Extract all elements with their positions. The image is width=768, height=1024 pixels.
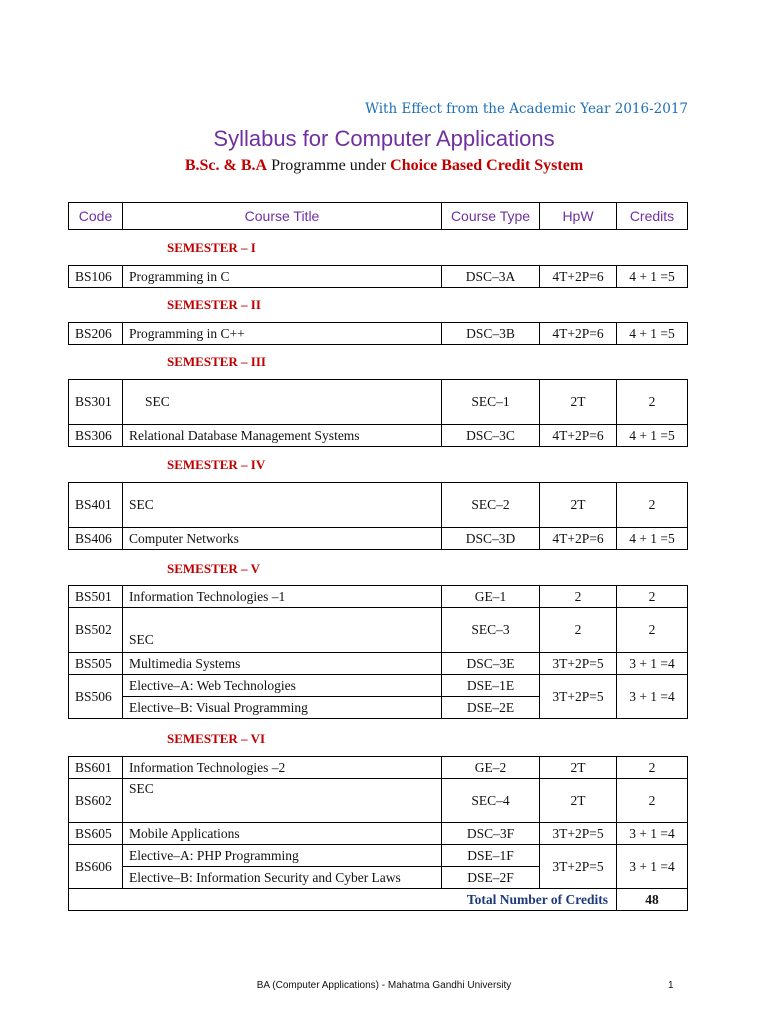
course-type: GE–2	[442, 757, 540, 779]
course-code: BS602	[69, 779, 123, 823]
course-code: BS605	[69, 823, 123, 845]
course-credits: 4 + 1 =5	[617, 425, 688, 447]
course-hpw: 2	[540, 586, 617, 608]
table-row	[69, 425, 688, 447]
course-credits: 3 + 1 =4	[617, 653, 688, 675]
course-title-elective-a: Elective–A: Web Technologies	[123, 675, 442, 697]
semester-heading-5: SEMESTER – V	[167, 561, 260, 576]
course-title: Computer Networks	[123, 528, 442, 550]
course-hpw: 3T+2P=5	[540, 845, 617, 889]
table-row	[69, 823, 688, 845]
course-type-elective-b: DSE–2E	[442, 697, 540, 719]
effective-year-note: With Effect from the Academic Year 2016-2017	[365, 101, 688, 117]
course-credits: 2	[617, 586, 688, 608]
course-type: DSC–3C	[442, 425, 540, 447]
course-code: BS301	[69, 380, 123, 425]
course-code: BS501	[69, 586, 123, 608]
semester-heading-2: SEMESTER – II	[167, 297, 261, 312]
course-title-elective-b: Elective–B: Information Security and Cyber Laws	[123, 867, 442, 889]
semester-5-table	[68, 585, 688, 719]
table-row	[69, 586, 688, 608]
table-row	[69, 483, 688, 528]
semester-1-table	[68, 265, 688, 288]
course-type: SEC–3	[442, 608, 540, 653]
course-hpw: 2T	[540, 779, 617, 823]
course-title: SEC	[123, 779, 442, 823]
page-subtitle	[0, 157, 768, 175]
course-code: BS502	[69, 608, 123, 653]
course-credits: 2	[617, 757, 688, 779]
course-hpw: 2T	[540, 483, 617, 528]
course-type: DSC–3E	[442, 653, 540, 675]
course-code: BS601	[69, 757, 123, 779]
course-hpw: 2T	[540, 757, 617, 779]
table-row	[69, 323, 688, 345]
course-hpw: 2	[540, 608, 617, 653]
course-code: BS506	[69, 675, 123, 719]
col-header-code: Code	[69, 203, 123, 230]
total-credits-label: Total Number of Credits	[69, 889, 617, 911]
course-title: Multimedia Systems	[123, 653, 442, 675]
semester-heading-3: SEMESTER – III	[167, 354, 266, 369]
course-credits: 2	[617, 483, 688, 528]
col-header-title: Course Title	[123, 203, 442, 230]
course-credits: 2	[617, 608, 688, 653]
course-type-elective-b: DSE–2F	[442, 867, 540, 889]
subtitle-connector: Programme under	[267, 157, 391, 174]
semester-6-table	[68, 756, 688, 911]
course-credits: 4 + 1 =5	[617, 266, 688, 288]
course-title: Information Technologies –2	[123, 757, 442, 779]
course-title: Relational Database Management Systems	[123, 425, 442, 447]
course-credits: 4 + 1 =5	[617, 528, 688, 550]
col-header-hpw: HpW	[540, 203, 617, 230]
col-header-credits: Credits	[617, 203, 688, 230]
course-credits: 2	[617, 380, 688, 425]
header-table	[68, 202, 688, 230]
subtitle-system: Choice Based Credit System	[390, 157, 584, 174]
table-row	[69, 608, 688, 653]
course-type: SEC–2	[442, 483, 540, 528]
course-type: DSC–3F	[442, 823, 540, 845]
course-title: SEC	[123, 483, 442, 528]
table-row	[69, 380, 688, 425]
course-hpw: 2T	[540, 380, 617, 425]
table-row	[69, 845, 688, 867]
course-credits: 3 + 1 =4	[617, 845, 688, 889]
semester-4-table	[68, 482, 688, 550]
course-type: DSC–3D	[442, 528, 540, 550]
subtitle-programme: B.Sc. & B.A	[184, 157, 268, 174]
col-header-type: Course Type	[442, 203, 540, 230]
semester-2-table	[68, 322, 688, 345]
course-title: Programming in C++	[123, 323, 442, 345]
course-code: BS406	[69, 528, 123, 550]
course-type-elective-a: DSE–1E	[442, 675, 540, 697]
page-footer: BA (Computer Applications) - Mahatma Gandhi University	[256, 980, 512, 991]
table-row	[69, 757, 688, 779]
course-type: SEC–1	[442, 380, 540, 425]
course-code: BS505	[69, 653, 123, 675]
course-type-elective-a: DSE–1F	[442, 845, 540, 867]
table-row	[69, 528, 688, 550]
course-code: BS401	[69, 483, 123, 528]
course-credits: 4 + 1 =5	[617, 323, 688, 345]
table-row	[69, 653, 688, 675]
table-row	[69, 675, 688, 697]
page-number: 1	[668, 980, 674, 991]
table-row	[69, 266, 688, 288]
semester-heading-4: SEMESTER – IV	[167, 457, 266, 472]
course-title-elective-a: Elective–A: PHP Programming	[123, 845, 442, 867]
semester-3-table	[68, 379, 688, 447]
course-hpw: 3T+2P=5	[540, 675, 617, 719]
course-title: Information Technologies –1	[123, 586, 442, 608]
course-type: SEC–4	[442, 779, 540, 823]
course-type: DSC–3A	[442, 266, 540, 288]
course-code: BS606	[69, 845, 123, 889]
course-credits: 3 + 1 =4	[617, 675, 688, 719]
course-hpw: 4T+2P=6	[540, 266, 617, 288]
course-type: DSC–3B	[442, 323, 540, 345]
course-title: Mobile Applications	[123, 823, 442, 845]
course-hpw: 4T+2P=6	[540, 528, 617, 550]
course-title-elective-b: Elective–B: Visual Programming	[123, 697, 442, 719]
course-credits: 2	[617, 779, 688, 823]
total-credits-value: 48	[617, 889, 688, 911]
course-type: GE–1	[442, 586, 540, 608]
course-credits: 3 + 1 =4	[617, 823, 688, 845]
course-code: BS106	[69, 266, 123, 288]
page-title: Syllabus for Computer Applications	[213, 126, 555, 151]
course-title: SEC	[123, 380, 442, 425]
course-hpw: 4T+2P=6	[540, 323, 617, 345]
course-title: Programming in C	[123, 266, 442, 288]
course-title: SEC	[123, 608, 442, 653]
semester-heading-6: SEMESTER – VI	[167, 731, 266, 746]
semester-heading-1: SEMESTER – I	[167, 240, 256, 255]
total-row	[69, 889, 688, 911]
course-hpw: 3T+2P=5	[540, 823, 617, 845]
course-code: BS306	[69, 425, 123, 447]
course-code: BS206	[69, 323, 123, 345]
table-row	[69, 779, 688, 823]
course-hpw: 3T+2P=5	[540, 653, 617, 675]
course-hpw: 4T+2P=6	[540, 425, 617, 447]
